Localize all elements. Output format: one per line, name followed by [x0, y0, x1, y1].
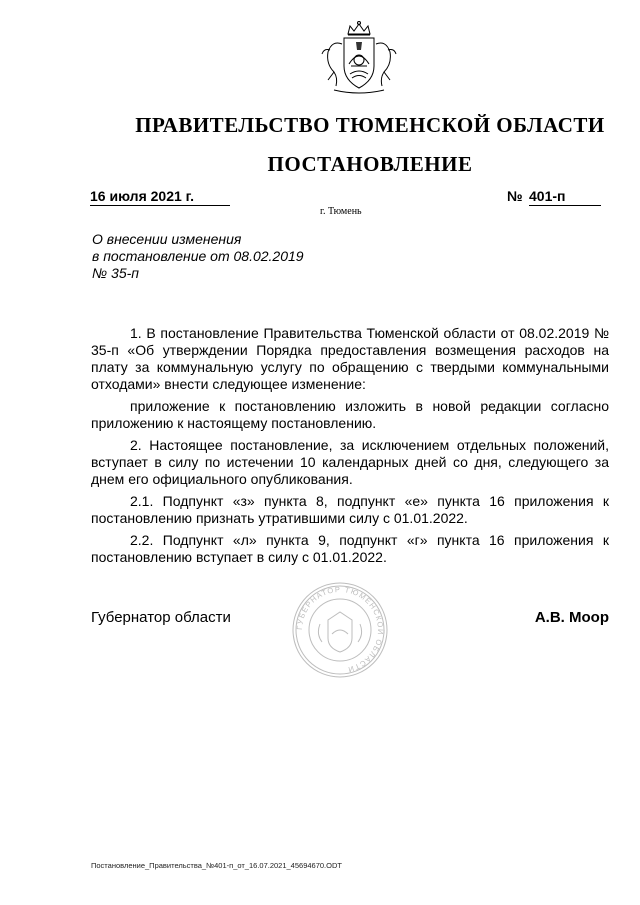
official-seal-icon [290, 580, 390, 680]
coat-of-arms-icon [314, 20, 404, 100]
subject-line: О внесении изменения [92, 231, 242, 247]
doc-number-sign: № [507, 188, 523, 204]
body-paragraph: 2. Настоящее постановление, за исключением отдельных положений, вступает в силу по истечении 10 календарных дней со дня, следующего за днем его официального опубликования. [91, 437, 609, 487]
subject-line: № 35-п [92, 265, 139, 281]
body-paragraph: 2.1. Подпункт «з» пункта 8, подпункт «е» пункта 16 приложения к постановлению признать утратившими силу с 01.01.2022. [91, 493, 609, 526]
body-paragraph: приложение к постановлению изложить в новой редакции согласно приложению к настоящему постановлению. [91, 398, 609, 431]
doc-city: г. Тюмень [320, 206, 362, 217]
doc-body [91, 325, 609, 571]
doc-number: 401-п [529, 188, 601, 206]
doc-type-title: ПОСТАНОВЛЕНИЕ [267, 152, 473, 176]
doc-subject [92, 231, 392, 282]
seal-text: ГУБЕРНАТОР ТЮМЕНСКОЙ ОБЛАСТИ [294, 584, 386, 675]
doc-number-block [507, 188, 604, 206]
signer-name: А.В. Моор [534, 609, 609, 626]
body-paragraph: 2.2. Подпункт «л» пункта 9, подпункт «г» пункта 16 приложения к постановлению вступает в силу с 01.01.2022. [91, 532, 609, 565]
footer-filename: Постановление_Правительства_№401-п_от_16.07.2021_45694670.ODT [91, 861, 342, 870]
body-paragraph: 1. В постановление Правительства Тюменской области от 08.02.2019 № 35-п «Об утверждении Порядка предоставления возмещения расходов на плату за коммунальную услугу по обращению с твердыми коммунальными отходами» внести следующее изменение: [91, 325, 609, 392]
subject-line: в постановление от 08.02.2019 [92, 248, 304, 264]
signer-position: Губернатор области [91, 609, 231, 626]
org-title: ПРАВИТЕЛЬСТВО ТЮМЕНСКОЙ ОБЛАСТИ [135, 113, 605, 137]
doc-date: 16 июля 2021 г. [90, 188, 230, 206]
